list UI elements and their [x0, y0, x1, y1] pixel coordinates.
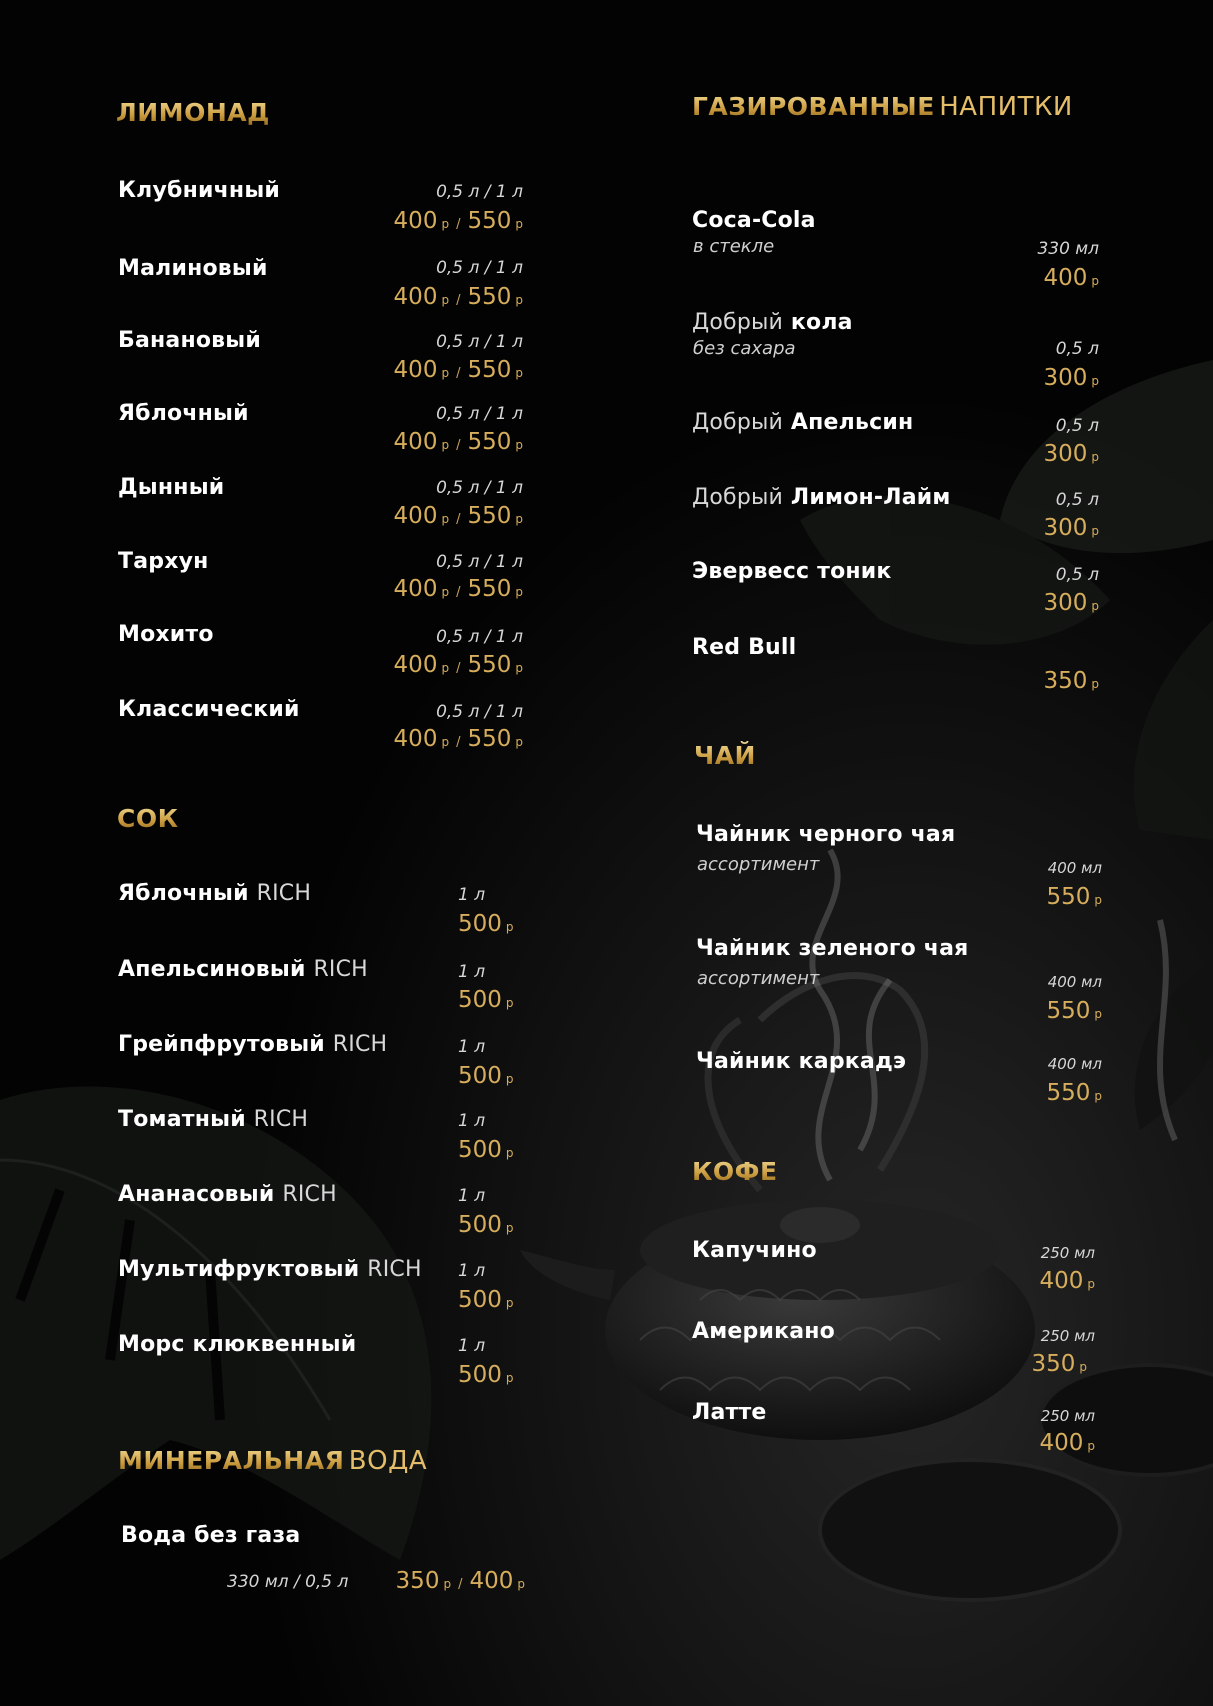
item-name: Чайник зеленого чая: [696, 936, 969, 961]
section-title-lemonade: ЛИМОНАД: [116, 98, 270, 127]
item-name: Банановый: [118, 328, 262, 353]
item-volume: 1 л: [458, 962, 486, 982]
item-name: Клубничный: [118, 178, 281, 203]
item-name: Вода без газа: [121, 1523, 301, 1548]
item-name: Тархун: [118, 549, 209, 574]
item-price: 550 р: [1046, 1080, 1102, 1106]
item-price: 500 р: [458, 1287, 514, 1313]
item-price: 350 р / 400 р: [395, 1568, 525, 1594]
item-name: Малиновый: [118, 256, 268, 281]
item-name: Классический: [118, 697, 300, 722]
item-name: Чайник черного чая: [696, 822, 956, 847]
item-price: 500 р: [458, 1362, 514, 1388]
item-subtitle: в стекле: [693, 236, 775, 257]
item-price: 400 р / 550 р: [393, 652, 523, 678]
section-title-water: МИНЕРАЛЬНАЯ ВОДА: [118, 1446, 428, 1476]
item-name: Морс клюквенный: [118, 1332, 357, 1357]
item-name: Яблочный RICH: [118, 881, 312, 906]
item-name: Мохито: [118, 622, 214, 647]
item-volume: 0,5 л / 1 л: [436, 552, 523, 572]
item-price: 550 р: [1046, 998, 1102, 1024]
item-volume: 0,5 л / 1 л: [436, 627, 523, 647]
item-price: 500 р: [458, 1212, 514, 1238]
item-volume: 1 л: [458, 1037, 486, 1057]
item-subtitle: ассортимент: [697, 968, 820, 989]
item-volume: 330 мл: [1037, 239, 1099, 259]
item-price: 500 р: [458, 987, 514, 1013]
item-volume: 1 л: [458, 1186, 486, 1206]
item-volume: 400 мл: [1047, 973, 1102, 991]
item-name: Дынный: [118, 475, 225, 500]
item-price: 400 р / 550 р: [393, 503, 523, 529]
item-name: Coca-Cola: [692, 208, 816, 233]
item-volume: 330 мл / 0,5 л: [227, 1572, 349, 1592]
item-volume: 0,5 л / 1 л: [436, 182, 523, 202]
item-price: 500 р: [458, 1137, 514, 1163]
item-volume: 1 л: [458, 885, 486, 905]
item-name: Добрый кола: [692, 310, 853, 335]
item-volume: 250 мл: [1040, 1407, 1095, 1425]
item-name: Грейпфрутовый RICH: [118, 1032, 388, 1057]
item-volume: 0,5 л / 1 л: [436, 404, 523, 424]
item-name: Red Bull: [692, 635, 797, 660]
item-price: 400 р: [1039, 1430, 1095, 1456]
item-volume: 0,5 л / 1 л: [436, 332, 523, 352]
item-price: 300 р: [1043, 441, 1099, 467]
item-price: 400 р / 550 р: [393, 357, 523, 383]
item-volume: 0,5 л / 1 л: [436, 702, 523, 722]
item-volume: 250 мл: [1040, 1244, 1095, 1262]
item-name: Томатный RICH: [118, 1107, 309, 1132]
item-price: 400 р / 550 р: [393, 429, 523, 455]
item-volume: 400 мл: [1047, 1055, 1102, 1073]
item-price: 400 р: [1043, 265, 1099, 291]
section-title-coffee: КОФЕ: [692, 1157, 778, 1186]
item-price: 350 р: [1043, 668, 1099, 694]
item-subtitle: без сахара: [693, 338, 796, 359]
section-title-tea: ЧАЙ: [694, 741, 756, 770]
item-name: Эвервесс тоник: [692, 559, 892, 584]
item-price: 300 р: [1043, 365, 1099, 391]
item-name: Яблочный: [118, 401, 249, 426]
item-name: Капучино: [692, 1238, 817, 1263]
item-price: 500 р: [458, 1063, 514, 1089]
item-volume: 0,5 л / 1 л: [436, 258, 523, 278]
item-price: 400 р / 550 р: [393, 208, 523, 234]
item-name: Добрый Лимон-Лайм: [692, 485, 951, 510]
item-price: 300 р: [1043, 515, 1099, 541]
item-volume: 0,5 л: [1055, 565, 1099, 585]
item-name: Мультифруктовый RICH: [118, 1257, 422, 1282]
item-volume: 0,5 л: [1055, 339, 1099, 359]
item-price: 400 р / 550 р: [393, 284, 523, 310]
item-name: Латте: [692, 1400, 767, 1425]
item-volume: 250 мл: [1040, 1327, 1095, 1345]
item-volume: 0,5 л: [1055, 490, 1099, 510]
item-name: Чайник каркадэ: [696, 1049, 907, 1074]
item-price: 400 р / 550 р: [393, 726, 523, 752]
item-name: Ананасовый RICH: [118, 1182, 337, 1207]
item-price: 400 р: [1039, 1268, 1095, 1294]
item-price: 300 р: [1043, 590, 1099, 616]
item-volume: 0,5 л: [1055, 416, 1099, 436]
section-title-soda: ГАЗИРОВАННЫЕ НАПИТКИ: [692, 92, 1073, 122]
item-price: 500 р: [458, 911, 514, 937]
item-volume: 1 л: [458, 1336, 486, 1356]
item-price: 550 р: [1046, 884, 1102, 910]
item-price: 400 р / 550 р: [393, 576, 523, 602]
item-name: Американо: [692, 1319, 835, 1344]
item-volume: 1 л: [458, 1261, 486, 1281]
item-subtitle: ассортимент: [697, 854, 820, 875]
item-name: Добрый Апельсин: [692, 410, 914, 435]
item-price: 350 р: [1031, 1351, 1087, 1377]
item-name: Апельсиновый RICH: [118, 957, 368, 982]
item-volume: 400 мл: [1047, 859, 1102, 877]
section-title-juice: СОК: [117, 804, 179, 833]
item-volume: 1 л: [458, 1111, 486, 1131]
item-volume: 0,5 л / 1 л: [436, 478, 523, 498]
